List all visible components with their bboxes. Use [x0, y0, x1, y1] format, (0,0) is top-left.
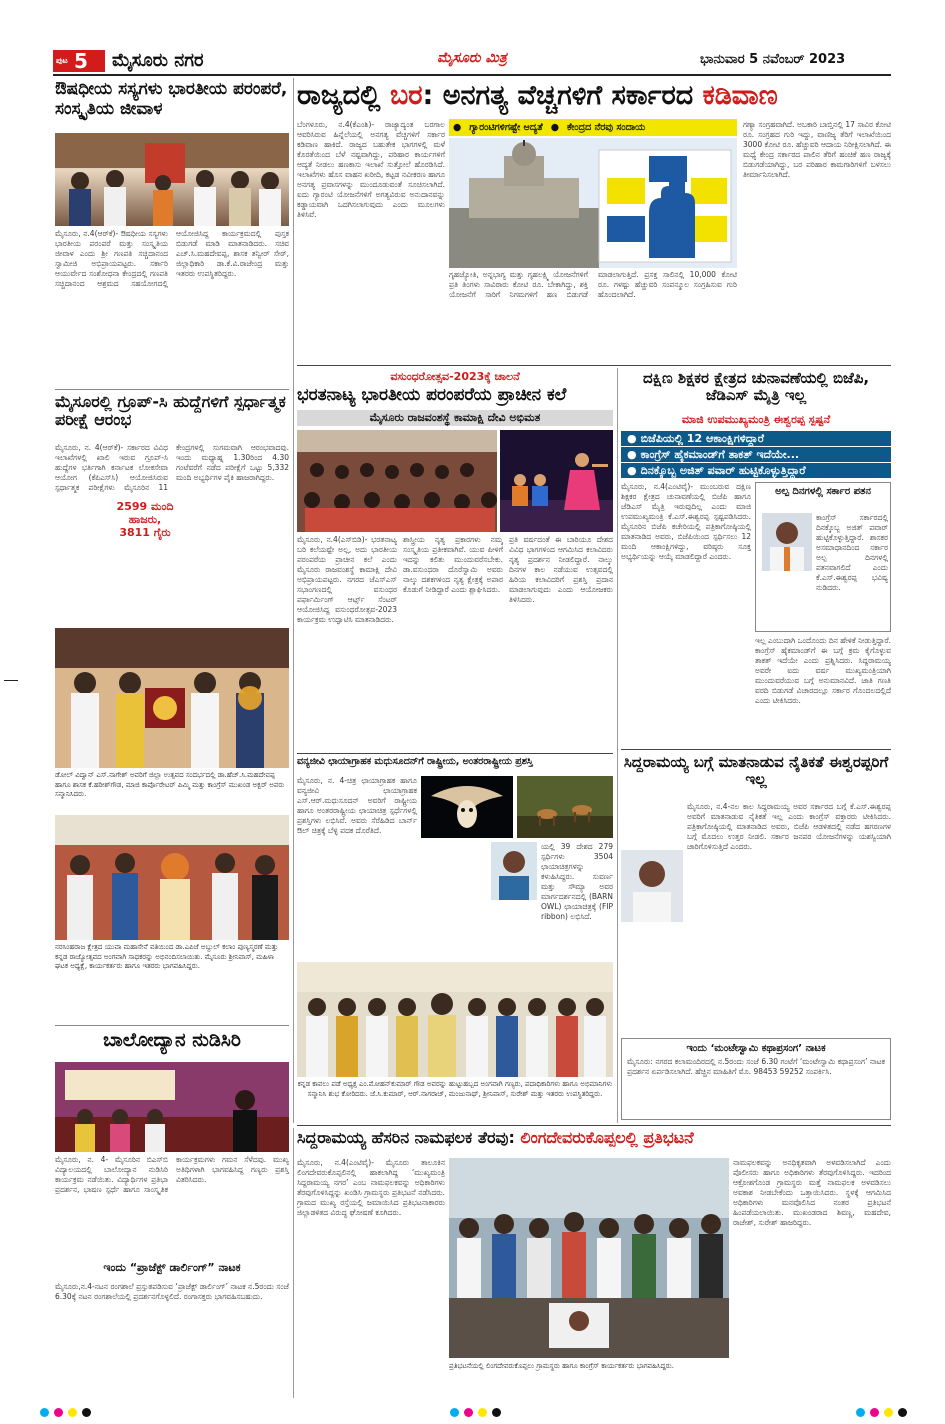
exam-callout-label: ಹಾಜರು, [128, 513, 162, 526]
darling-text: ಮೈಸೂರು,ನ.4-ನಟನ ರಂಗಶಾಲೆ ಪ್ರಸ್ತುತಪಡಿಸುವ ‘ಪ್ರಾಜೆಕ್ಟ್ ಡಾರ್ಲಿಂಗ್’ ನಾಟಕ ನ.5ರಂದು ಸಂಜೆ 6.30ಕ್ಕೆ ನಟನ ರಂಗಶಾಲೆಯಲ್ಲಿ ಪ್ರದರ್ಶನಗೊಳ್ಳಲಿದೆ. ರಂಗಾಸಕ್ತರು ಭಾಗವಹಿಸಬಹುದು. [55, 1282, 289, 1301]
mohan-kumar-photo-art [297, 962, 613, 1077]
dakshina-headline: ದಕ್ಷಿಣ ಶಿಕ್ಷಕರ ಕ್ಷೇತ್ರದ ಚುನಾವಣೆಯಲ್ಲಿ ಬಿಜೆಪಿ, ಜೆಡಿಎಸ್ ಮೈತ್ರಿ ಇಲ್ಲ [642, 370, 870, 405]
protest-caption: ಪ್ರತಿಭಟನೆಯಲ್ಲಿ ಲಿಂಗದೇವರುಕೊಪ್ಪಲು ಗ್ರಾಮಸ್ಥರು ಹಾಗೂ ಕಾಂಗ್ರೆಸ್ ಕಾರ್ಯಕರ್ತರು ಭಾಗವಹಿಸಿದ್ದರು. [449, 1362, 674, 1370]
story-ayurveda-headline: ಔಷಧೀಯ ಸಸ್ಯಗಳು ಭಾರತೀಯ ಪರಂಪರೆ, ಸಂಸ್ಕೃತಿಯ ಜೀವಾಳ [55, 80, 288, 119]
darling-headline: ಇಂದು “ಪ್ರಾಜೆಕ್ಟ್ ಡಾರ್ಲಿಂಗ್” ನಾಟಕ [103, 1262, 241, 1274]
barn-owl-photo [421, 776, 513, 838]
bottom-headline-pre: ಸಿದ್ದರಾಮಯ್ಯ ಹೆಸರಿನ ನಾಮಫಲಕ ತೆರವು: [297, 1129, 521, 1147]
registration-dot-cyan-2 [450, 1408, 459, 1417]
dakshina-text-1b [621, 668, 751, 746]
vasundhara-text-2: ಶಾಸ್ತ್ರೀಯ ನೃತ್ಯ ಪ್ರಕಾರಗಳು ನಮ್ಮ ಸಂಸ್ಕೃತಿಯ ಪ್ರತೀಕವಾಗಿವೆ. ಯುವ ಪೀಳಿಗೆ ಇದನ್ನು ಕಲಿತು ಮುಂದುವರೆಸಬೇಕು. ಡಾ.ವಸುಂಧರಾ ದೊರೆಸ್ವಾಮಿ ಅವರು ನಾಲ್ಕು ದಶಕಗಳಿಂದ ನೃತ್ಯ ಕ್ಷೇತ್ರಕ್ಕೆ ಅಪಾರ ಕೊಡುಗೆ ನೀಡಿದ್ದಾರೆ ಎಂದು ಶ್ಲಾಘಿಸಿದರು. [403, 535, 503, 594]
siddu-text: ಮೈಸೂರು, ನ.4-ನಲ ಕಾಲ ಸಿದ್ದರಾಮಯ್ಯ ಅವರ ಸರ್ಕಾರದ ಬಗ್ಗೆ ಕೆ.ಎಸ್.ಈಶ್ವರಪ್ಪ ಅವರಿಗೆ ಮಾತನಾಡುವ ನೈತಿಕತೆ ಇಲ್ಲ ಎಂದು ಕಾಂಗ್ರೆಸ್ ವಕ್ತಾರರು ಟೀಕಿಸಿದರು. ಪತ್ರಿಕಾಗೋಷ್ಠಿಯಲ್ಲಿ ಮಾತನಾಡಿದ ಅವರು, ಬಿಜೆಪಿ ಆಡಳಿತದಲ್ಲಿ ನಡೆದ ಹಗರಣಗಳ ಬಗ್ಗೆ ಮೊದಲು ಉತ್ತರ ನೀಡಲಿ. ಸರ್ಕಾರ ಜನಪರ ಯೋಜನೆಗಳನ್ನು ಯಶಸ್ವಿಯಾಗಿ ಜಾರಿಗೊಳಿಸುತ್ತಿದೆ ಎಂದರು. [687, 802, 891, 851]
registration-dot-yellow-3 [884, 1408, 893, 1417]
kalam-event-photo [55, 815, 289, 940]
eshwarappa-portrait [762, 513, 812, 571]
vasundhara-text-1: ಮೈಸೂರು, ನ.4(ಎಸ್‌ಬಿಡಿ)- ಭರತನಾಟ್ಯ ಬರಿ ಕಲೆಯಷ್ಟೇ ಅಲ್ಲ, ಅದು ಭಾರತೀಯ ಪರಂಪರೆಯ ಪ್ರಾಚೀನ ಕಲೆ ಎಂದು ಮೈಸೂರು ರಾಜವಂಶಸ್ಥೆ ಕಾಮಾಕ್ಷಿ ದೇವಿ ಅಭಿಪ್ರಾಯಪಟ್ಟರು. ನಗರದ ಜೆಎಸ್‌ಎಸ್ ಸಭಾಂಗಣದಲ್ಲಿ ವಸುಂಧರ ಪರ್ಫಾರ್ಮಿಂಗ್ ಆರ್ಟ್ಸ್ ಸೆಂಟರ್ ಆಯೋಜಿಸಿದ್ದ ವಸುಂಧರೋತ್ಸವ-2023 ಕಾರ್ಯಕ್ರಮ ಉದ್ಘಾಟಿಸಿ ಮಾತನಾಡಿದರು. [297, 535, 397, 624]
balodyana-headline: ಬಾಲೋದ್ಯಾನ ನುಡಿಸಿರಿ [103, 1030, 241, 1051]
registration-dot-yellow-2 [478, 1408, 487, 1417]
page-label: ಪುಟ [56, 56, 68, 65]
paper-name: ಮೈಸೂರು ಮಿತ್ರ [437, 50, 507, 66]
mantesvami-box-title: ಇಂದು ‘ಮಂಟೇಸ್ವಾಮಿ ಕಥಾಪ್ರಸಂಗ’ ನಾಟಕ [686, 1043, 826, 1054]
dakshina-text-1: ಮೈಸೂರು, ನ.4(ಎಂಟಿವೈ)- ಮುಂಬರುವ ದಕ್ಷಿಣ ಶಿಕ್ಷಕರ ಕ್ಷೇತ್ರದ ಚುನಾವಣೆಯಲ್ಲಿ ಬಿಜೆಪಿ ಹಾಗೂ ಜೆಡಿಎಸ್ ಮೈತ್ರಿ ಇರುವುದಿಲ್ಲ ಎಂದು ಮಾಜಿ ಉಪಮುಖ್ಯಮಂತ್ರಿ ಕೆ.ಎಸ್.ಈಶ್ವರಪ್ಪ ಸ್ಪಷ್ಟಪಡಿಸಿದರು. ಮೈಸೂರಿನ ಬಿಜೆಪಿ ಕಚೇರಿಯಲ್ಲಿ ಪತ್ರಿಕಾಗೋಷ್ಠಿಯಲ್ಲಿ ಮಾತನಾಡಿದ ಅವರು, ಬಿಜೆಪಿಯಿಂದ ಸ್ಪರ್ಧಿಸಲು 12 ಮಂದಿ ಆಕಾಂಕ್ಷಿಗಳಿದ್ದು, ವರಿಷ್ಠರು ಸೂಕ್ತ ಅಭ್ಯರ್ಥಿಯನ್ನು ಆಯ್ಕೆ ಮಾಡಲಿದ್ದಾರೆ ಎಂದರು. [621, 482, 751, 561]
lead-headline-red2: ಕಡಿವಾಣ [702, 80, 778, 111]
dakshina-bullet-1: ● ಬಿಜೆಪಿಯಲ್ಲಿ 12 ಆಕಾಂಕ್ಷಿಗಳಿದ್ದಾರೆ [621, 431, 891, 446]
registration-dot-magenta-2 [464, 1408, 473, 1417]
column-rule-1 [293, 78, 294, 1123]
mohan-kumar-photo [297, 962, 613, 1077]
divider-s5 [55, 1025, 289, 1026]
kicker-bullet-2: ● [550, 122, 559, 133]
bottom-text-1: ಮೈಸೂರು, ನ.4(ಎಂಟಿವೈ)- ಮೈಸೂರು ತಾಲೂಕಿನ ಲಿಂಗದೇವರುಕೊಪ್ಪಲಿನಲ್ಲಿ ಹಾಕಲಾಗಿದ್ದ ‘ಮುಖ್ಯಮಂತ್ರಿ ಸಿದ್ದರಾಮಯ್ಯ ನಗರ’ ಎಂಬ ನಾಮಫಲಕವನ್ನು ಅಧಿಕಾರಿಗಳು ತೆರವುಗೊಳಿಸಿದ್ದನ್ನು ಖಂಡಿಸಿ ಗ್ರಾಮಸ್ಥರು ಪ್ರತಿಭಟನೆ ನಡೆಸಿದರು. ಗ್ರಾಮದ ಮುಖ್ಯ ರಸ್ತೆಯಲ್ಲಿ ಜಮಾಯಿಸಿದ ಪ್ರತಿಭಟನಾಕಾರರು ಜಿಲ್ಲಾಡಳಿತದ ವಿರುದ್ಧ ಘೋಷಣೆ ಕೂಗಿದರು. [297, 1158, 445, 1217]
eshwarappa-portrait-art [762, 513, 812, 571]
congress-spokesman-portrait-art [621, 850, 683, 922]
masthead [0, 0, 945, 74]
lead-headline-red: ಬರ [389, 80, 423, 111]
dakshina-bullet-2-text: ಕಾಂಗ್ರೆಸ್ ಹೈಕಮಾಂಡ್‌ಗೆ ತಾಕತ್ ಇದೆಯೇ... [640, 447, 800, 461]
dancer-photo-art [500, 430, 613, 532]
congress-spokesman-portrait [621, 850, 683, 922]
bottom-headline [297, 1129, 891, 1153]
mantesvami-box-text: ಮೈಸೂರು: ನಗರದ ಕಲಾಮಂದಿರದಲ್ಲಿ ನ.5ರಂದು ಸಂಜೆ 6.30 ಗಂಟೆಗೆ ‘ಮಂಟೇಸ್ವಾಮಿ ಕಥಾಪ್ರಸಂಗ’ ನಾಟಕ ಪ್ರದರ್ಶನ ಏರ್ಪಡಿಸಲಾಗಿದೆ. ಹೆಚ್ಚಿನ ಮಾಹಿತಿಗೆ ಮೊ. 98453 59252 ಸಂಪರ್ಕಿಸಿ. [627, 1057, 885, 1076]
dakshina-subhead: ಮಾಜಿ ಉಪಮುಖ್ಯಮಂತ್ರಿ ಈಶ್ವರಪ್ಪ ಸ್ಪಷ್ಟನೆ [681, 413, 831, 426]
dakshina-bullet-2: ● ಕಾಂಗ್ರೆಸ್ ಹೈಕಮಾಂಡ್‌ಗೆ ತಾಕತ್ ಇದೆಯೇ... [621, 447, 891, 462]
page-number-box [53, 50, 105, 72]
vasundhara-headline: ಭರತನಾಟ್ಯ ಭಾರತೀಯ ಪರಂಪರೆಯ ಪ್ರಾಚೀನ ಕಲೆ [297, 386, 567, 405]
dakshina-text-2: ಇಲ್ಲ ಎಂಬುದಾಗಿ ಒಂದೊಂದು ದಿನ ಹೇಳಿಕೆ ನೀಡುತ್ತಿದ್ದಾರೆ. ಕಾಂಗ್ರೆಸ್ ಹೈಕಮಾಂಡ್‌ಗೆ ಈ ಬಗ್ಗೆ ಕ್ರಮ ಕೈಗೊಳ್ಳುವ ತಾಕತ್ ಇದೆಯೇ ಎಂದು ಪ್ರಶ್ನಿಸಿದರು. ಸಿದ್ದರಾಮಯ್ಯ ಅವರೇ ಐದು ವರ್ಷ ಮುಖ್ಯಮಂತ್ರಿಯಾಗಿ ಮುಂದುವರೆಯುವ ಬಗ್ಗೆ ಅನುಮಾನವಿದೆ. ಜಾತಿ ಗಣತಿ ವರದಿ ಬಿಡುಗಡೆ ವಿಚಾರದಲ್ಲೂ ಸರ್ಕಾರ ಗೊಂದಲದಲ್ಲಿದೆ ಎಂದು ಟೀಕಿಸಿದರು. [755, 636, 891, 705]
issue-date: ಭಾನುವಾರ 5 ನವೆಂಬರ್ 2023 [700, 52, 846, 67]
lead-kicker-2: ಕೇಂದ್ರದ ನೆರವು ಸಂದಾಯ [567, 122, 646, 133]
story-ayurveda-text: ಮೈಸೂರು, ನ.4(ಆರ್‌ಕೆ)- ಔಷಧೀಯ ಸಸ್ಯಗಳು ಭಾರತೀಯ ಪರಂಪರೆ ಮತ್ತು ಸಂಸ್ಕೃತಿಯ ಜೀವಾಳ ಎಂದು ಶ್ರೀ ಗಣಪತಿ ಸಚ್ಚಿದಾನಂದ ಸ್ವಾಮೀಜಿ ಅಭಿಪ್ರಾಯಪಟ್ಟರು. ಸರ್ಕಾರಿ ಆಯುರ್ವೇದ ಸಂಶೋಧನಾ ಕೇಂದ್ರದಲ್ಲಿ ಗಣಪತಿ ಸಚ್ಚಿದಾನಂದ ಆಶ್ರಮದ ಸಹಯೋಗದಲ್ಲಿ ಆಯೋಜಿಸಿದ್ದ ಕಾರ್ಯಕ್ರಮದಲ್ಲಿ ಪುಸ್ತಕ ಬಿಡುಗಡೆ ಮಾಡಿ ಮಾತನಾಡಿದರು. ಸಚಿವ ಎಚ್.ಸಿ.ಮಹದೇವಪ್ಪ, ಶಾಸಕ ತನ್ವೀರ್ ಸೇಠ್, ಜಿಲ್ಲಾಧಿಕಾರಿ ಡಾ.ಕೆ.ವಿ.ರಾಜೇಂದ್ರ ಮತ್ತು ಇತರರು ಉಪಸ್ಥಿತರಿದ್ದರು. [55, 229, 289, 288]
column-rule-3 [293, 1128, 294, 1398]
kalam-event-photo-art [55, 815, 289, 940]
divider-s2 [55, 389, 289, 390]
dol-vidwan-photo-art [55, 628, 289, 768]
vasundhara-dancer-photo [500, 430, 613, 532]
lead-bottom-rule [297, 365, 891, 366]
mantesvami-box [621, 1038, 891, 1120]
story-exam-text: ಮೈಸೂರು, ನ. 4(ಆರ್‌ಕೆ)- ಸರ್ಕಾರದ ವಿವಿಧ ಇಲಾಖೆಗಳಲ್ಲಿ ಖಾಲಿ ಇರುವ ಗ್ರೂಪ್-ಸಿ ಹುದ್ದೆಗಳ ಭರ್ತಿಗಾಗಿ ಕರ್ನಾಟಕ ಲೋಕಸೇವಾ ಆಯೋಗ (ಕೆಪಿಎಸ್‌ಸಿ) ಆಯೋಜಿಸಿರುವ ಸ್ಪರ್ಧಾತ್ಮಕ ಪರೀಕ್ಷೆಗಳು ಮೈಸೂರಿನ 11 ಕೇಂದ್ರಗಳಲ್ಲಿ ಸುಗಮವಾಗಿ ಆರಂಭವಾದವು. ಇಂದು ಮಧ್ಯಾಹ್ನ 1.30ರಿಂದ 4.30 ಗಂಟೆವರೆಗೆ ನಡೆದ ಪರೀಕ್ಷೆಗೆ ಒಟ್ಟು 5,332 ಮಂದಿ ಅಭ್ಯರ್ಥಿಗಳ ಪೈಕಿ ಹಾಜರಾಗಿದ್ದರು. [55, 443, 289, 492]
vidhana-soudha-photo [449, 138, 737, 268]
masthead-rule [53, 74, 891, 76]
exam-callout [113, 498, 177, 541]
kalam-event-caption: ನರಸಿಂಹರಾಜ ಕ್ಷೇತ್ರದ ಯುವಾ ಮಹಾಸೇನೆ ವತಿಯಿಂದ ಡಾ.ಎಪಿಜೆ ಅಬ್ದುಲ್ ಕಲಾಂ ಪುಣ್ಯಸ್ಮರಣೆ ಮತ್ತು ಕನ್ನಡ ರಾಜ್ಯೋತ್ಸವದ ಅಂಗವಾಗಿ ಸಾಧಕರನ್ನು ಅಭಿನಂದಿಸಲಾಯಿತು. ಮೈಸೂರು ಶ್ರೀನಿವಾಸ್, ಮಹಿಳಾ ಘಟಕ ಅಧ್ಯಕ್ಷೆ, ಕಾರ್ಯಕರ್ತರು ಹಾಗೂ ಇತರರು ಭಾಗವಹಿಸಿದ್ದರು. [55, 943, 279, 970]
dol-vidwan-photo [55, 628, 289, 768]
balodyana-photo-art [55, 1062, 289, 1152]
lead-kicker-1: ಗ್ಯಾರಂಟಿಗಳಿಗಷ್ಟೇ ಆದ್ಯತೆ [469, 122, 543, 133]
dakshina-box [755, 482, 891, 632]
dakshina-box-title: ಅಲ್ಪ ದಿನಗಳಲ್ಲಿ ಸರ್ಕಾರ ಪತನ [775, 486, 871, 497]
kicker-bullet-1: ● [453, 122, 462, 133]
deer-photo-art [517, 776, 613, 838]
lead-text-2: ಗೃಹಜ್ಯೋತಿ, ಅನ್ನಭಾಗ್ಯ ಮತ್ತು ಗೃಹಲಕ್ಷ್ಮಿ ಯೋಜನೆಗಳಿಗೆ ಪ್ರತಿ ತಿಂಗಳು ಸಾವಿರಾರು ಕೋಟಿ ರೂ. ಬೇಕಾಗಿದ್ದು, ಶಕ್ತಿ ಯೋಜನೆಗೆ ಸಾರಿಗೆ ನಿಗಮಗಳಿಗೆ ಹಣ ಬಿಡುಗಡೆ ಮಾಡಲಾಗುತ್ತಿದೆ. ಪ್ರಸಕ್ತ ಸಾಲಿನಲ್ಲಿ 10,000 ಕೋಟಿ ರೂ. ಗಳಷ್ಟು ಹೆಚ್ಚುವರಿ ಸಂಪನ್ಮೂಲ ಸಂಗ್ರಹಿಸುವ ಗುರಿ ಹೊಂದಲಾಗಿದೆ. [449, 270, 737, 299]
dakshina-bullet-1-text: ಬಿಜೆಪಿಯಲ್ಲಿ 12 ಆಕಾಂಕ್ಷಿಗಳಿದ್ದಾರೆ [640, 431, 764, 445]
audience-photo-art [297, 430, 497, 532]
lead-headline [297, 80, 891, 116]
column-rule-2 [617, 368, 618, 1123]
guarantee-graphic [449, 138, 737, 268]
registration-dot-magenta [54, 1408, 63, 1417]
exam-callout-present: 2599 ಮಂದಿ [116, 500, 174, 513]
dakshina-bullet-3-text: ದಿನಕ್ಕೊಬ್ಬ ಅಜಿತ್ ಪವಾರ್ ಹುಟ್ಟಿಕೊಳ್ಳುತ್ತಿದ್ದಾರೆ [640, 463, 806, 477]
mohan-kumar-caption: ಕನ್ನಡ ಕಾವಲು ಪಡೆ ಅಧ್ಯಕ್ಷ ಎಂ.ಮೋಹನ್‌ಕುಮಾರ್ ಗೌಡ ಅವರನ್ನು ಹುಟ್ಟುಹಬ್ಬದ ಅಂಗವಾಗಿ ಗಣ್ಯರು, ಪದಾಧಿಕಾರಿಗಳು ಹಾಗೂ ಅಭಿಮಾನಿಗಳು ಸನ್ಮಾನಿಸಿ ಶುಭ ಕೋರಿದರು. ಜೆ.ಸಿ.ಕುಮಾರ್, ಆರ್.ನಾಗರಾಜ್, ಮಂಜುನಾಥ್, ಶ್ರೀನಿವಾಸ್, ಸುರೇಶ್ ಮತ್ತು ಇತರರು ಉಪಸ್ಥಿತರಿದ್ದರು. [297, 1080, 613, 1098]
dakshina-bullet-3: ● ದಿನಕ್ಕೊಬ್ಬ ಅಜಿತ್ ಪವಾರ್ ಹುಟ್ಟಿಕೊಳ್ಳುತ್ತಿದ್ದಾರೆ [621, 463, 891, 478]
lead-text-3: ಗಣ್ಯಾ ಸಂಗ್ರಹವಾಗಿದೆ. ಅಬಕಾರಿ ಬಾಬ್ತಿನಲ್ಲಿ 17 ಸಾವಿರ ಕೋಟಿ ರೂ. ಸಂಗ್ರಹದ ಗುರಿ ಇದ್ದು, ವಾಣಿಜ್ಯ ತೆರಿಗೆ ಇಲಾಖೆಯಿಂದ 3000 ಕೋಟಿ ರೂ. ಹೆಚ್ಚುವರಿ ಆದಾಯ ನಿರೀಕ್ಷಿಸಲಾಗಿದೆ. ಈ ಮಧ್ಯೆ ಕೇಂದ್ರ ಸರ್ಕಾರದ ಪಾಲಿನ ತೆರಿಗೆ ಹಂಚಿಕೆ ಹಣ ರಾಜ್ಯಕ್ಕೆ ಬಿಡುಗಡೆಯಾಗಿದ್ದು, ಬರ ಪರಿಹಾರ ಕಾಮಗಾರಿಗಳಿಗೆ ಬಳಸಲು ತೀರ್ಮಾನಿಸಲಾಗಿದೆ. [743, 120, 891, 179]
dakshina-box-text: ಕಾಂಗ್ರೆಸ್ ಸರ್ಕಾರದಲ್ಲಿ ದಿನಕ್ಕೊಬ್ಬ ಅಜಿತ್ ಪವಾರ್ ಹುಟ್ಟಿಕೊಳ್ಳುತ್ತಿದ್ದಾರೆ. ಶಾಸಕರ ಅಸಮಾಧಾನದಿಂದ ಸರ್ಕಾರ ಅಲ್ಪ ದಿನಗಳಲ್ಲಿ ಪತನವಾಗಲಿದೆ ಎಂದು ಕೆ.ಎಸ್.ಈಶ್ವರಪ್ಪ ಭವಿಷ್ಯ ನುಡಿದರು. [816, 513, 888, 592]
lead-text-1: ಬೆಂಗಳೂರು, ನ.4(ಕೆಎಂಶಿ)- ರಾಜ್ಯಾದ್ಯಂತ ಬರಗಾಲ ಆವರಿಸಿರುವ ಹಿನ್ನೆಲೆಯಲ್ಲಿ ಅನಗತ್ಯ ವೆಚ್ಚಗಳಿಗೆ ಸರ್ಕಾರ ಕಡಿವಾಣ ಹಾಕಿದೆ. ರಾಜ್ಯದ ಬಹುತೇಕ ಭಾಗಗಳಲ್ಲಿ ಮಳೆ ಕೊರತೆಯಿಂದ ಬೆಳೆ ನಷ್ಟವಾಗಿದ್ದು, ಪರಿಹಾರ ಕಾರ್ಯಗಳಿಗೆ ಆದ್ಯತೆ ನೀಡಲು ಹಣಕಾಸು ಇಲಾಖೆ ಸುತ್ತೋಲೆ ಹೊರಡಿಸಿದೆ. ಇಲಾಖೆಗಳು ಹೊಸ ವಾಹನ ಖರೀದಿ, ಕಟ್ಟಡ ನವೀಕರಣ ಹಾಗೂ ಅನಗತ್ಯ ಪ್ರವಾಸಗಳನ್ನು ಮುಂದೂಡುವಂತೆ ಸೂಚಿಸಲಾಗಿದೆ. ಐದು ಗ್ಯಾರಂಟಿ ಯೋಜನೆಗಳಿಗೆ ಅಗತ್ಯವಿರುವ ಅನುದಾನವನ್ನು ಕಡ್ಡಾಯವಾಗಿ ಒದಗಿಸಲಾಗುವುದು ಎಂದು ಮೂಲಗಳು ತಿಳಿಸಿವೆ. [297, 120, 445, 219]
ayurveda-photo [55, 133, 289, 226]
divider-bottom [297, 1125, 891, 1126]
balodyana-text: ಮೈಸೂರು, ನ. 4- ಮೈಸೂರಿನ ಬಿಎಸ್‌ಬಿ ವಿದ್ಯಾಲಯದಲ್ಲಿ ಬಾಲೋದ್ಯಾನ ನುಡಿಸಿರಿ ಕಾರ್ಯಕ್ರಮ ನಡೆಯಿತು. ವಿದ್ಯಾರ್ಥಿಗಳ ಪ್ರತಿಭಾ ಪ್ರದರ್ಶನ, ಭಾಷಣ ಸ್ಪರ್ಧೆ ಹಾಗೂ ಸಾಂಸ್ಕೃತಿಕ ಕಾರ್ಯಕ್ರಮಗಳು ಗಮನ ಸೆಳೆದವು. ಮುಖ್ಯ ಅತಿಥಿಗಳಾಗಿ ಭಾಗವಹಿಸಿದ್ದ ಗಣ್ಯರು ಪ್ರಶಸ್ತಿ ವಿತರಿಸಿದರು. [55, 1155, 289, 1194]
divider-wildlife [297, 753, 613, 754]
wildlife-headline: ವನ್ಯಜೀವಿ ಛಾಯಾಗ್ರಾಹಕ ಮಧುಸೂದನ್‌ಗೆ ರಾಷ್ಟ್ರೀಯ, ಅಂತರರಾಷ್ಟ್ರೀಯ ಪ್ರಶಸ್ತಿ [297, 757, 533, 767]
balodyana-photo [55, 1062, 289, 1152]
madhusudan-portrait-art [491, 842, 537, 900]
registration-dot-black-2 [492, 1408, 501, 1417]
barn-owl-photo-art [421, 776, 513, 838]
bottom-text-2: ನಾಮಫಲಕವನ್ನು ಅನಧಿಕೃತವಾಗಿ ಅಳವಡಿಸಲಾಗಿದೆ ಎಂದು ಪೊಲೀಸರು ಹಾಗೂ ಅಧಿಕಾರಿಗಳು ತೆರವುಗೊಳಿಸಿದ್ದರು. ಇದರಿಂದ ಆಕ್ರೋಶಗೊಂಡ ಗ್ರಾಮಸ್ಥರು ಮತ್ತೆ ನಾಮಫಲಕ ಅಳವಡಿಸಲು ಅವಕಾಶ ನೀಡಬೇಕೆಂದು ಒತ್ತಾಯಿಸಿದರು. ಸ್ಥಳಕ್ಕೆ ಆಗಮಿಸಿದ ಅಧಿಕಾರಿಗಳು ಮನವೊಲಿಸಿದ ನಂತರ ಪ್ರತಿಭಟನೆ ಹಿಂಪಡೆಯಲಾಯಿತು. ಮುಖಂಡರಾದ ಶಿವಣ್ಣ, ಮಹದೇವ, ರಾಜೇಶ್, ಸುರೇಶ್ ಹಾಜರಿದ್ದರು. [733, 1158, 891, 1227]
protest-photo-art [449, 1158, 729, 1358]
siddu-headline: ಸಿದ್ದರಾಮಯ್ಯ ಬಗ್ಗೆ ಮಾತನಾಡುವ ನೈತಿಕತೆ ಈಶ್ವರಪ್ಪರಿಗೆ ಇಲ್ಲ [623, 754, 889, 789]
ayurveda-photo-art [55, 133, 289, 226]
registration-dot-magenta-3 [870, 1408, 879, 1417]
exam-callout-absent: 3811 ಗೈರು [119, 526, 171, 539]
lead-headline-pre: ರಾಜ್ಯದಲ್ಲಿ [297, 80, 390, 111]
lead-headline-mid: : ಅನಗತ್ಯ ವೆಚ್ಚಗಳಿಗೆ ಸರ್ಕಾರದ [422, 80, 703, 111]
registration-dot-yellow [68, 1408, 77, 1417]
page-number: 5 [74, 49, 88, 73]
madhusudan-portrait [491, 842, 537, 900]
story-exam-headline: ಮೈಸೂರಲ್ಲಿ ಗ್ರೂಪ್-ಸಿ ಹುದ್ದೆಗಳಿಗೆ ಸ್ಪರ್ಧಾತ್ಮಕ ಪರೀಕ್ಷೆ ಆರಂಭ [55, 393, 286, 430]
deer-photo [517, 776, 613, 838]
vasundhara-audience-photo [297, 430, 497, 532]
lead-kicker-bar [449, 119, 737, 136]
protest-photo [449, 1158, 729, 1358]
vasundhara-subhead: ಮೈಸೂರು ರಾಜವಂಶಸ್ಥೆ ಕಾಮಾಕ್ಷಿ ದೇವಿ ಅಭಿಮತ [297, 410, 613, 426]
vasundhara-kicker: ವಸುಂಧರೋತ್ಸವ-2023ಕ್ಕೆ ಚಾಲನೆ [390, 370, 520, 383]
dol-vidwan-caption: ಡೋಲ್ ವಿದ್ವಾನ್ ಎಸ್.ನಾಗೇಶ್ ಅವರಿಗೆ ಜಿಲ್ಲಾ ಉತ್ಸವದ ಸಂದರ್ಭದಲ್ಲಿ ಡಾ.ಹೆಚ್.ಸಿ.ಮಹದೇವಪ್ಪ ಹಾಗೂ ಶಾಸಕ ಕೆ.ಹರೀಶ್‌ಗೌಡ, ಮಾಜಿ ಕಾರ್ಪೊರೇಟರ್ ಪಿಮ್ಮಿ ಮತ್ತು ಕಾಂಗ್ರೆಸ್ ಮುಖಂಡ ಅಕ್ಬರ್ ಅವರು ಸನ್ಮಾನಿಸಿದರು. [55, 771, 285, 798]
wildlife-text-1: ಮೈಸೂರು, ನ. 4-ಚಿತ್ರ ಛಾಯಾಗ್ರಾಹಕ ಹಾಗೂ ವನ್ಯಜೀವಿ ಛಾಯಾಗ್ರಾಹಕ ಎಸ್.ಆರ್.ಮಧುಸೂದನ್ ಅವರಿಗೆ ರಾಷ್ಟ್ರೀಯ ಹಾಗೂ ಅಂತರರಾಷ್ಟ್ರೀಯ ಛಾಯಾಚಿತ್ರ ಸ್ಪರ್ಧೆಗಳಲ್ಲಿ ಪ್ರಶಸ್ತಿಗಳು ಲಭಿಸಿವೆ. ಅವರು ಸೆರೆಹಿಡಿದ ಬಾರ್ನ್ ಔಲ್ ಚಿತ್ರಕ್ಕೆ ಬೆಳ್ಳಿ ಪದಕ ದೊರೆತಿದೆ. [297, 776, 417, 835]
registration-dot-cyan [40, 1408, 49, 1417]
divider-siddu [621, 749, 891, 750]
vasundhara-text-3: ಪ್ರತಿ ವರ್ಷದಂತೆ ಈ ಬಾರಿಯೂ ದೇಶದ ವಿವಿಧ ಭಾಗಗಳಿಂದ ಆಗಮಿಸಿದ ಕಲಾವಿದರು ನೃತ್ಯ ಪ್ರದರ್ಶನ ನೀಡಲಿದ್ದಾರೆ. ನಾಲ್ಕು ದಿನಗಳ ಕಾಲ ನಡೆಯುವ ಉತ್ಸವದಲ್ಲಿ ಹಿರಿಯ ಕಲಾವಿದರಿಗೆ ಪ್ರಶಸ್ತಿ ಪ್ರದಾನ ಮಾಡಲಾಗುವುದು ಎಂದು ಆಯೋಜಕರು ತಿಳಿಸಿದರು. [509, 535, 613, 604]
registration-dot-black [82, 1408, 91, 1417]
registration-dot-black-3 [898, 1408, 907, 1417]
bottom-headline-red: ಲಿಂಗದೇವರುಕೊಪ್ಪಲಲ್ಲಿ ಪ್ರತಿಭಟನೆ [520, 1129, 694, 1147]
registration-dot-cyan-3 [856, 1408, 865, 1417]
crop-mark-left [4, 680, 18, 681]
section-title: ಮೈಸೂರು ನಗರ [112, 50, 204, 71]
wildlife-text-2: ಯಲ್ಲಿ 39 ದೇಶದ 279 ಸ್ಪರ್ಧಿಗಳು 3504 ಛಾಯಾಚಿತ್ರಗಳನ್ನು ಕಳುಹಿಸಿದ್ದರು. ಸುವರ್ಣ ಮತ್ತು ಸೌಮ್ಯಾ ಅವರ ಮಾರ್ಗದರ್ಶನದಲ್ಲಿ (BARN OWL) ಛಾಯಾಚಿತ್ರಕ್ಕೆ (FIP ribbon) ಲಭಿಸಿದೆ. [541, 842, 613, 921]
wildlife-text-3 [421, 842, 487, 957]
